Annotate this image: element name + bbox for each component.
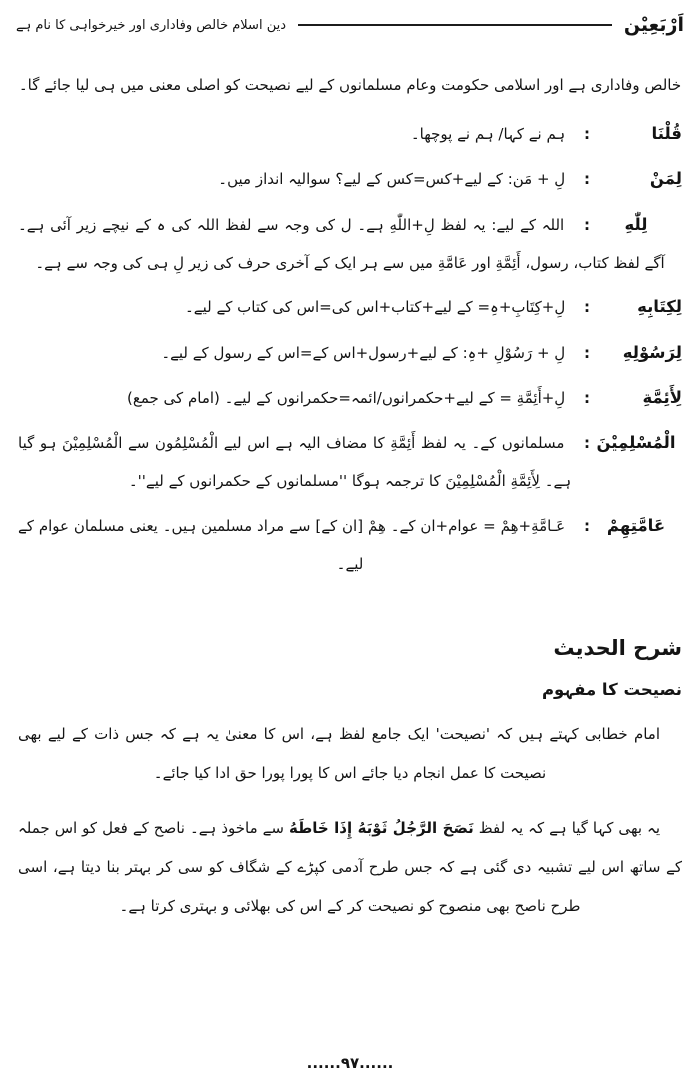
arabic-phrase: نَصَحَ الرَّجُلُ ثَوْبَهُ إِذَا خَاطَهُ xyxy=(289,818,474,837)
glossary-row xyxy=(18,377,682,418)
glossary-row xyxy=(18,286,682,327)
glossary-definition: لِ + رَسُوْلِ +ہِ: کے لیے+رسول+اس کے=اس کے رسول کے لیے۔ xyxy=(161,343,566,362)
glossary-list xyxy=(18,113,682,584)
page-number: ......۹۷...... xyxy=(306,1054,394,1072)
glossary-row xyxy=(18,204,682,283)
page-header xyxy=(0,0,700,36)
glossary-colon: : xyxy=(584,215,590,234)
book-title: اَرْبَعِيْن xyxy=(623,14,684,36)
glossary-term: الْمُسْلِمِيْنَ xyxy=(596,433,676,452)
glossary-colon: : xyxy=(584,343,590,362)
glossary-row xyxy=(18,505,682,584)
glossary-term: عَامَّتِهِمْ xyxy=(606,515,666,535)
glossary-colon: : xyxy=(584,298,590,317)
glossary-row xyxy=(18,158,682,199)
page-footer xyxy=(0,1054,700,1072)
commentary-paragraph-1: امام خطابی کہتے ہیں کہ 'نصیحت' ایک جامع لفظ ہے، اس کا معنیٰ یہ ہے کہ جس ذات کے لیے بھی نصیحت کا عمل انجام دیا جائے اس کا پورا پورا حق ادا کیا جائے۔ xyxy=(18,724,660,782)
glossary-term: لِرَسُوْلِهِ xyxy=(622,342,682,362)
paragraph-text-post: سے ماخوذ ہے۔ ناصح کے فعل کو اس جملہ کے ساتھ اس لیے تشبیہ دی گئی ہے کہ جس طرح آدمی کپڑے کے شگاف کو سی کر بہتر بنا دیتا ہے، اسی طرح ناصح بھی منصوح کو نصیحت کر کے اس کی بھلائی و بہتری کرتا ہے۔ xyxy=(18,818,682,915)
glossary-definition: عَـامَّةِ+هِمْ = عوام+ان کے۔ هِمْ [ان کے] سے مراد مسلمین ہیں۔ یعنی مسلمان عوام کے لیے۔ xyxy=(18,516,566,573)
glossary-term: لِمَنْ xyxy=(649,169,682,189)
section-subheading: نصیحت کا مفہوم xyxy=(541,679,682,699)
glossary-term: لِلّٰهِ xyxy=(624,214,648,234)
glossary-term: لِأَئِمَّةِ xyxy=(642,387,682,407)
glossary-term: قُلْنَا xyxy=(651,124,682,143)
glossary-row xyxy=(18,332,682,373)
glossary-colon: : xyxy=(584,170,590,189)
glossary-row xyxy=(18,422,682,501)
commentary-paragraph-2 xyxy=(18,809,682,926)
running-head: دین اسلام خالص وفاداری اور خیرخواہی کا نام ہے xyxy=(16,17,286,33)
glossary-definition: لِ+أَئِمَّةِ = کے لیے+حکمرانوں/ائمہ=حکمرانوں کے لیے۔ (امام کی جمع) xyxy=(127,388,566,407)
paragraph-text-pre: یہ بھی کہا گیا ہے کہ یہ لفظ xyxy=(473,818,660,837)
header-rule xyxy=(298,24,612,26)
glossary-row xyxy=(18,113,682,154)
page-content xyxy=(0,66,700,926)
glossary-definition: لِ+کِتَابِ+ہِ= کے لیے+کتاب+اس کی=اس کی کتاب کے لیے۔ xyxy=(185,298,566,317)
glossary-definition: اللہ کے لیے: یہ لفظ لِ+اللّٰهِ ہے۔ ل کی وجہ سے لفظ اللہ کی ہ کے نیچے زیر آئی ہے۔ آگے لفظ کتاب، رسول، أَئِمَّةِ اور عَامَّةِ میں سے ہر ایک کے آخری حرف کی زیر لِ ہی کی وجہ سے ہے۔ xyxy=(18,215,665,272)
glossary-definition: ہم نے کہا/ ہم نے پوچھا۔ xyxy=(410,125,566,143)
glossary-definition: مسلمانوں کے۔ یہ لفظ أَئِمَّةِ کا مضاف الیہ ہے اس لیے الْمُسْلِمُون سے الْمُسْلِمِيْنَ ہو گیا ہے۔ لِأَئِمَّةِ الْمُسْلِمِيْنَ کا ترجمہ ہوگا ''مسلمانوں کے حکمرانوں کے لیے''۔ xyxy=(18,434,572,491)
glossary-colon: : xyxy=(584,388,590,407)
glossary-colon: : xyxy=(584,125,590,143)
glossary-definition: لِ + مَن: کے لیے+کس=کس کے لیے؟ سوالیہ انداز میں۔ xyxy=(218,170,566,189)
glossary-colon: : xyxy=(583,434,590,452)
intro-paragraph: خالص وفاداری ہے اور اسلامی حکومت وعام مسلمانوں کے لیے نصیحت کو اصلی معنی میں ہی لیا جائے گا۔ xyxy=(18,76,682,94)
section-heading: شرح الحدیث xyxy=(553,635,682,660)
glossary-colon: : xyxy=(584,516,590,535)
glossary-term: لِكِتَابِهِ xyxy=(637,297,682,317)
